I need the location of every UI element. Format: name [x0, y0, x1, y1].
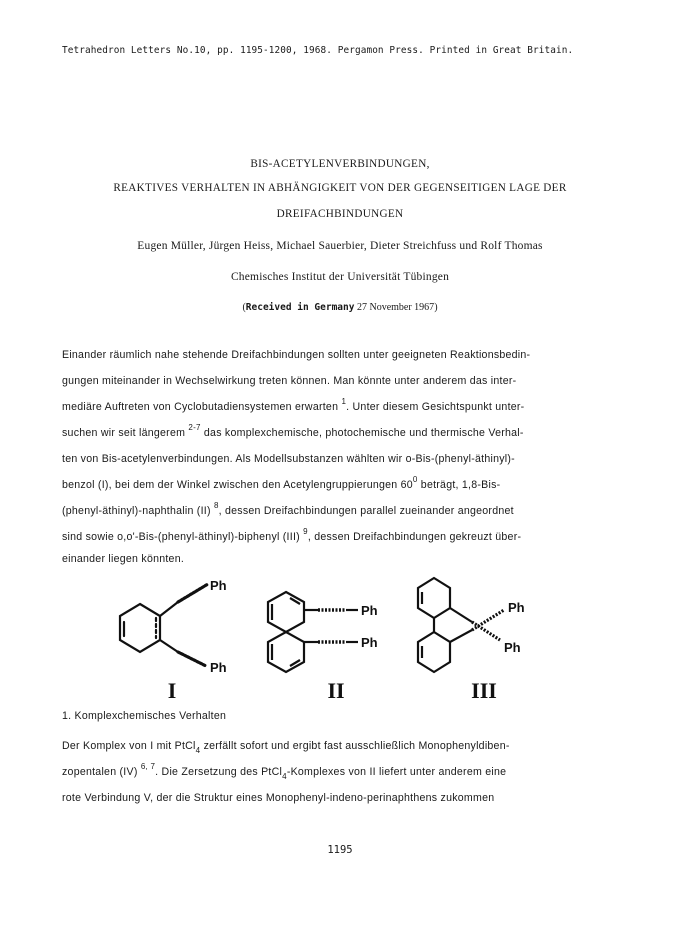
ref-8: 8: [213, 501, 219, 510]
authors: Eugen Müller, Jürgen Heiss, Michael Sauerbier, Dieter Streichfuss und Rolf Thomas: [137, 240, 543, 252]
p1-l7-b: , dessen Dreifachbindungen parallel zueinander angeordnet: [218, 505, 514, 517]
p2-l2-b: . Die Zersetzung des PtCl: [155, 766, 283, 778]
compound-label-i: I: [167, 678, 177, 700]
section-heading: 1. Komplexchemisches Verhalten: [62, 710, 227, 722]
ph-label-iii-top: Ph: [508, 600, 525, 615]
received-label: Received in Germany: [245, 302, 355, 313]
triple-bond-iii-a: [472, 622, 500, 640]
paragraph-1-line-1: Einander räumlich nahe stehende Dreifachbindungen sollten unter geeigneten Reaktionsbedin-: [62, 349, 531, 361]
triple-bond-iii-b: [472, 610, 504, 630]
compound-i-structure: [120, 584, 208, 666]
title-line-1: BIS-ACETYLENVERBINDUNGEN,: [250, 158, 430, 170]
structure-figure: [100, 570, 600, 700]
received-close: ): [434, 302, 438, 313]
p1-l4-a: suchen wir seit längerem: [62, 427, 186, 439]
ref-9: 9: [303, 527, 308, 536]
compound-label-iii: III: [471, 678, 497, 700]
paragraph-1-line-2: gungen miteinander in Wechselwirkung treten können. Man könnte unter anderem das inter-: [62, 375, 517, 387]
paragraph-1-line-7: [62, 501, 622, 517]
page-number: 1195: [327, 844, 353, 856]
paragraph-2-line-1: [62, 740, 622, 755]
p2-l2-c: -Komplexes von II liefert unter anderem eine: [286, 766, 507, 778]
p2-l2-sub: 4: [282, 772, 287, 781]
p2-l2-a: zopentalen (IV): [62, 766, 138, 778]
paragraph-1-line-8: [62, 527, 622, 543]
journal-header: Tetrahedron Letters No.10, pp. 1195-1200, 1968. Pergamon Press. Printed in Great Britain.: [62, 45, 574, 56]
ref-2-7: 2-7: [188, 423, 201, 432]
p1-l6-a: benzol (I), bei dem der Winkel zwischen den Acetylengruppierungen 60: [62, 479, 413, 491]
naphthalene-ring-top: [268, 592, 304, 632]
ph-label-ii-top: Ph: [361, 603, 378, 618]
p1-l7-a: (phenyl-äthinyl)-naphthalin (II): [62, 505, 211, 517]
p1-l6-b: beträgt, 1,8-Bis-: [417, 479, 501, 491]
paragraph-2-line-2: [62, 762, 622, 781]
compound-label-ii: II: [327, 678, 345, 700]
p1-l8-b: , dessen Dreifachbindungen gekreuzt über-: [307, 531, 522, 543]
compound-iii-structure: [418, 578, 504, 672]
ph-label-i-top: Ph: [210, 578, 227, 593]
ref-1: 1: [341, 397, 347, 406]
paragraph-1-line-9: einander liegen könnten.: [62, 553, 185, 565]
benzene-ring-i: [120, 604, 160, 652]
received-date-value: 27 November 1967: [356, 302, 435, 313]
received-date: [0, 302, 680, 313]
paragraph-1-line-6: [62, 475, 622, 491]
p1-l4-b: das komplexchemische, photochemische und thermische Verhal-: [203, 427, 524, 439]
title-line-2: REAKTIVES VERHALTEN IN ABHÄNGIGKEIT VON DER GEGENSEITIGEN LAGE DER: [113, 182, 567, 194]
naphthalene-ring-bottom: [268, 632, 304, 672]
p2-l1-sub: 4: [195, 746, 201, 755]
p1-l8-a: sind sowie o,o'-Bis-(phenyl-äthinyl)-biphenyl (III): [62, 531, 300, 543]
compound-ii-structure: [268, 592, 358, 672]
ph-label-i-bottom: Ph: [210, 660, 227, 675]
paragraph-2-line-3: rote Verbindung V, der die Struktur eines Monophenyl-indeno-perinaphthens zukommen: [62, 792, 495, 804]
ph-label-ii-bottom: Ph: [361, 635, 378, 650]
paragraph-1-line-3: [62, 397, 622, 413]
p2-l1-b: zerfällt sofort und ergibt fast ausschließlich Monophenyldiben-: [200, 740, 510, 752]
p1-l3-a: mediäre Auftreten von Cyclobutadiensystemen erwarten: [62, 401, 339, 413]
paragraph-1-line-5: ten von Bis-acetylenverbindungen. Als Modellsubstanzen wählten wir o-Bis-(phenyl-äthinyl)-: [62, 453, 515, 465]
degree-sup: 0: [412, 475, 418, 484]
received-open: (: [242, 302, 246, 313]
triple-bond-i-bottom: [178, 652, 206, 666]
ph-label-iii-bottom: Ph: [504, 640, 521, 655]
p2-l1-a: Der Komplex von I mit PtCl: [62, 740, 196, 752]
paragraph-1-line-4: [62, 423, 622, 439]
triple-bond-i-top: [178, 584, 208, 602]
institute: Chemisches Institut der Universität Tübingen: [230, 271, 450, 283]
p1-l3-b: . Unter diesem Gesichtspunkt unter-: [346, 401, 525, 413]
title-line-3: DREIFACHBINDUNGEN: [276, 208, 404, 220]
ref-6-7: 6, 7: [140, 762, 156, 771]
